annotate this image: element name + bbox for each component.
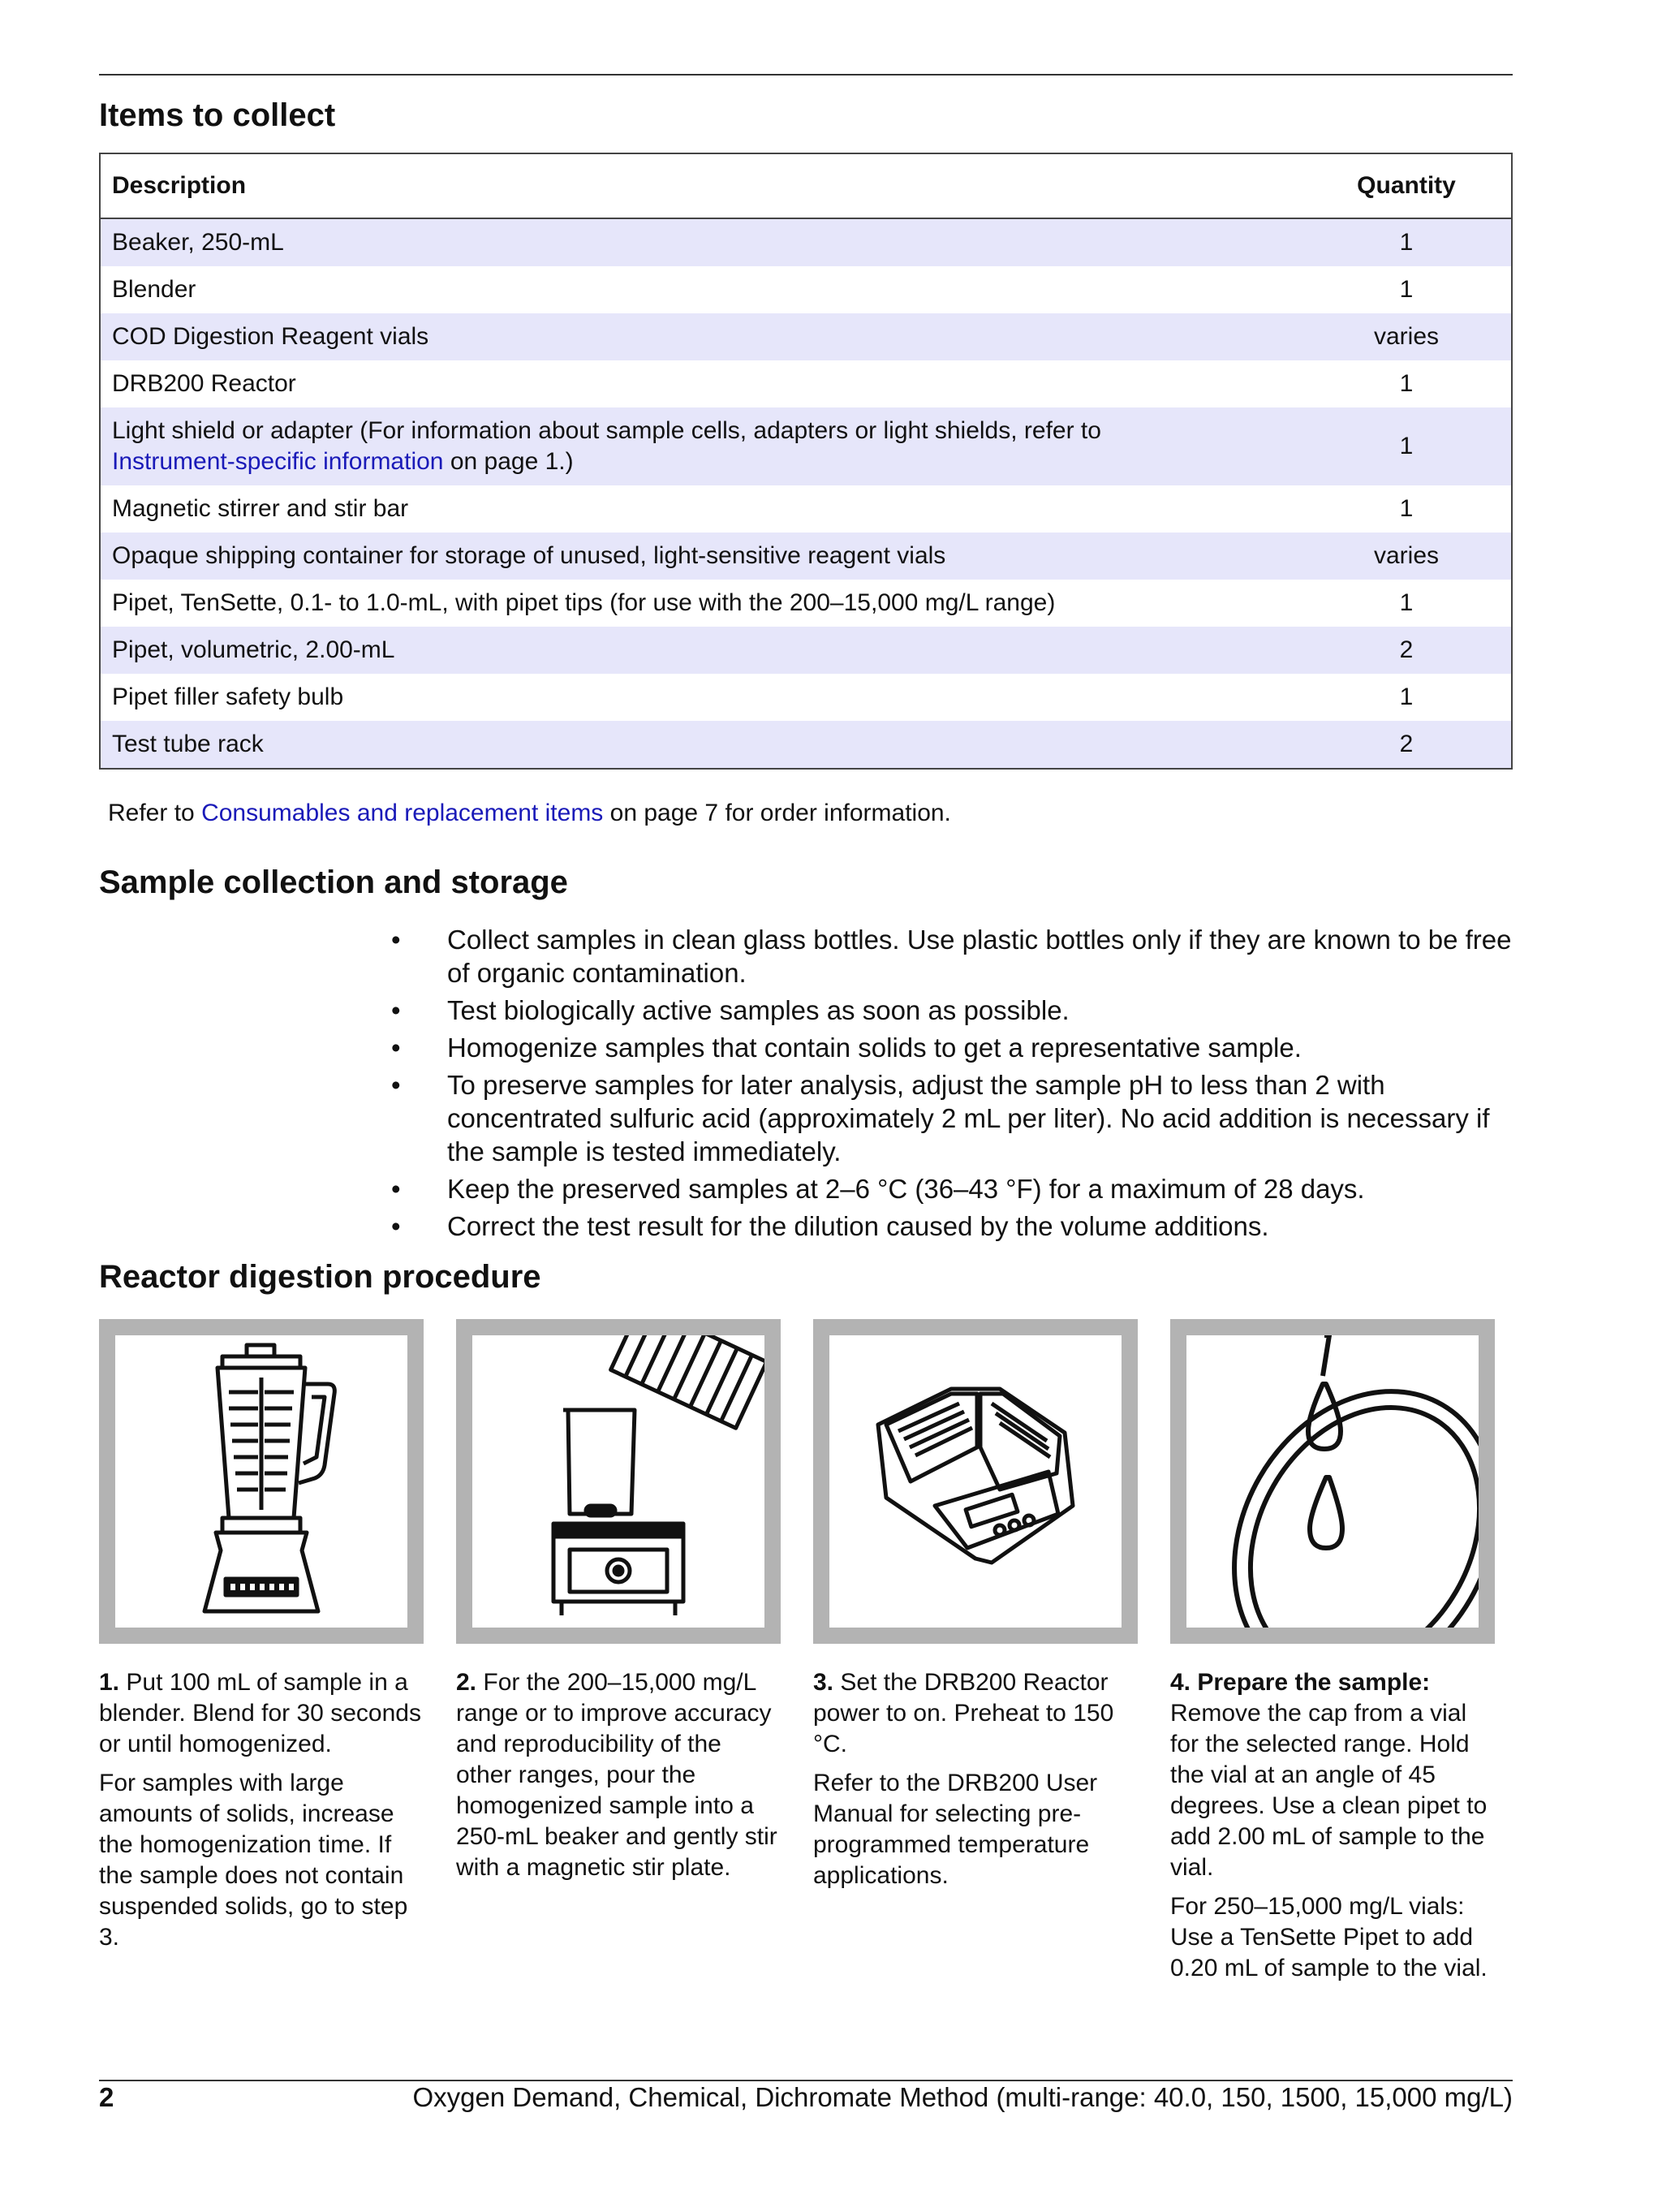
item-quantity: 1 (1399, 495, 1414, 522)
step-4-text (1170, 1667, 1495, 1992)
item-description: Pipet filler safety bulb (112, 683, 344, 710)
step-1-note: For samples with large amounts of solids, increase the homogenization time. If the sample does not contain suspended solids, go to step 3. (99, 1770, 408, 1951)
sample-bullet-list (388, 923, 1516, 1247)
instrument-info-link[interactable]: Instrument-specific information (112, 448, 444, 475)
item-quantity: varies (1302, 313, 1512, 360)
item-quantity: 1 (1399, 370, 1414, 397)
step-1-text (99, 1667, 424, 1961)
table-row (100, 313, 1512, 360)
step-4-number: 4. (1170, 1669, 1191, 1696)
step-4-bold-title: Prepare the sample: (1197, 1669, 1431, 1696)
table-row (100, 721, 1512, 769)
page-number: 2 (99, 2082, 114, 2112)
items-table (99, 153, 1513, 770)
document-title: Oxygen Demand, Chemical, Dichromate Method (multi-range: 40.0, 150, 1500, 15,000 mg/L) (412, 2082, 1513, 2112)
step-3-note: Refer to the DRB200 User Manual for selecting pre-programmed temperature applications. (813, 1770, 1098, 1889)
top-rule (99, 74, 1513, 75)
item-quantity: 1 (1399, 276, 1414, 303)
refer-suffix: on page 7 for order information. (603, 800, 951, 826)
item-description: COD Digestion Reagent vials (100, 313, 1302, 360)
table-row (100, 627, 1512, 674)
list-item: • Collect samples in clean glass bottles. Use plastic bottles only if they are known to be free of organic contamination. (388, 923, 1516, 990)
item-description: Pipet, volumetric, 2.00-mL (100, 627, 1302, 674)
table-row (100, 674, 1512, 721)
table-row (100, 218, 1512, 266)
step-2-instruction: For the 200–15,000 mg/L range or to improve accuracy and reproducibility of the other ranges, pour the homogenized sample into a 250-mL beaker and gently stir with a magnetic stir plate. (456, 1669, 777, 1881)
item-quantity: 2 (1302, 721, 1512, 769)
item-description: Opaque shipping container for storage of unused, light-sensitive reagent vials (100, 533, 1302, 580)
list-item: • Test biologically active samples as soon as possible. (388, 994, 1516, 1027)
table-row (100, 533, 1512, 580)
step-2-number: 2. (456, 1669, 477, 1696)
item-description-suffix: on page 1.) (443, 448, 574, 475)
reactor-heading: Reactor digestion procedure (99, 1259, 541, 1295)
item-description: DRB200 Reactor (112, 370, 296, 397)
step-3-instruction: Set the DRB200 Reactor power to on. Preheat to 150 °C. (813, 1669, 1114, 1757)
blender-icon (115, 1335, 407, 1628)
item-quantity: 1 (1399, 589, 1414, 616)
step-3-text (813, 1667, 1138, 1899)
step-2-text (456, 1667, 781, 1891)
vial-drop-icon (1186, 1335, 1479, 1628)
item-description: Magnetic stirrer and stir bar (112, 495, 409, 522)
footer-rule (99, 2080, 1513, 2081)
step-1-illustration (99, 1319, 424, 1644)
description-header: Description (100, 153, 1302, 218)
beaker-stirrer-icon (472, 1335, 764, 1628)
item-description (100, 407, 1302, 485)
refer-prefix: Refer to (108, 800, 202, 826)
list-item: • Correct the test result for the dilution caused by the volume additions. (388, 1209, 1516, 1243)
item-description: Pipet, TenSette, 0.1- to 1.0-mL, with pipet tips (for use with the 200–15,000 mg/L range) (112, 589, 1056, 616)
item-quantity: 1 (1399, 683, 1414, 710)
item-description: Blender (112, 276, 196, 303)
list-item: • To preserve samples for later analysis, adjust the sample pH to less than 2 with concentrated sulfuric acid (approximately 2 mL per liter). No acid addition is necessary if the sample is tested immediately. (388, 1068, 1516, 1168)
item-quantity: 1 (1302, 407, 1512, 485)
item-quantity: varies (1302, 533, 1512, 580)
step-3-illustration (813, 1319, 1138, 1644)
sample-heading: Sample collection and storage (99, 865, 568, 900)
step-4-illustration (1170, 1319, 1495, 1644)
item-description: Test tube rack (100, 721, 1302, 769)
step-1-number: 1. (99, 1669, 120, 1696)
table-row (100, 485, 1512, 533)
order-info-note (108, 800, 951, 827)
table-row (100, 360, 1512, 407)
list-item: • Homogenize samples that contain solids to get a representative sample. (388, 1031, 1516, 1064)
item-description: Beaker, 250-mL (100, 218, 1302, 266)
consumables-link[interactable]: Consumables and replacement items (201, 800, 604, 826)
step-4-note: For 250–15,000 mg/L vials: Use a TenSette Pipet to add 0.20 mL of sample to the vial. (1170, 1893, 1488, 1981)
items-heading: Items to collect (99, 97, 336, 133)
table-row (100, 266, 1512, 313)
step-4-instruction: Remove the cap from a vial for the selected range. Hold the vial at an angle of 45 degrees. Use a clean pipet to add 2.00 mL of sample to the vial. (1170, 1700, 1488, 1881)
item-quantity: 2 (1302, 627, 1512, 674)
table-row (100, 580, 1512, 627)
quantity-header: Quantity (1302, 153, 1512, 218)
step-2-illustration (456, 1319, 781, 1644)
step-1-instruction: Put 100 mL of sample in a blender. Blend for 30 seconds or until homogenized. (99, 1669, 421, 1757)
table-row (100, 407, 1512, 485)
reactor-icon (829, 1335, 1122, 1628)
table-header-row (100, 153, 1512, 218)
list-item: • Keep the preserved samples at 2–6 °C (36–43 °F) for a maximum of 28 days. (388, 1172, 1516, 1205)
item-description-text: Light shield or adapter (For information about sample cells, adapters or light shields, refer to (112, 417, 1101, 444)
item-quantity: 1 (1302, 218, 1512, 266)
step-3-number: 3. (813, 1669, 834, 1696)
